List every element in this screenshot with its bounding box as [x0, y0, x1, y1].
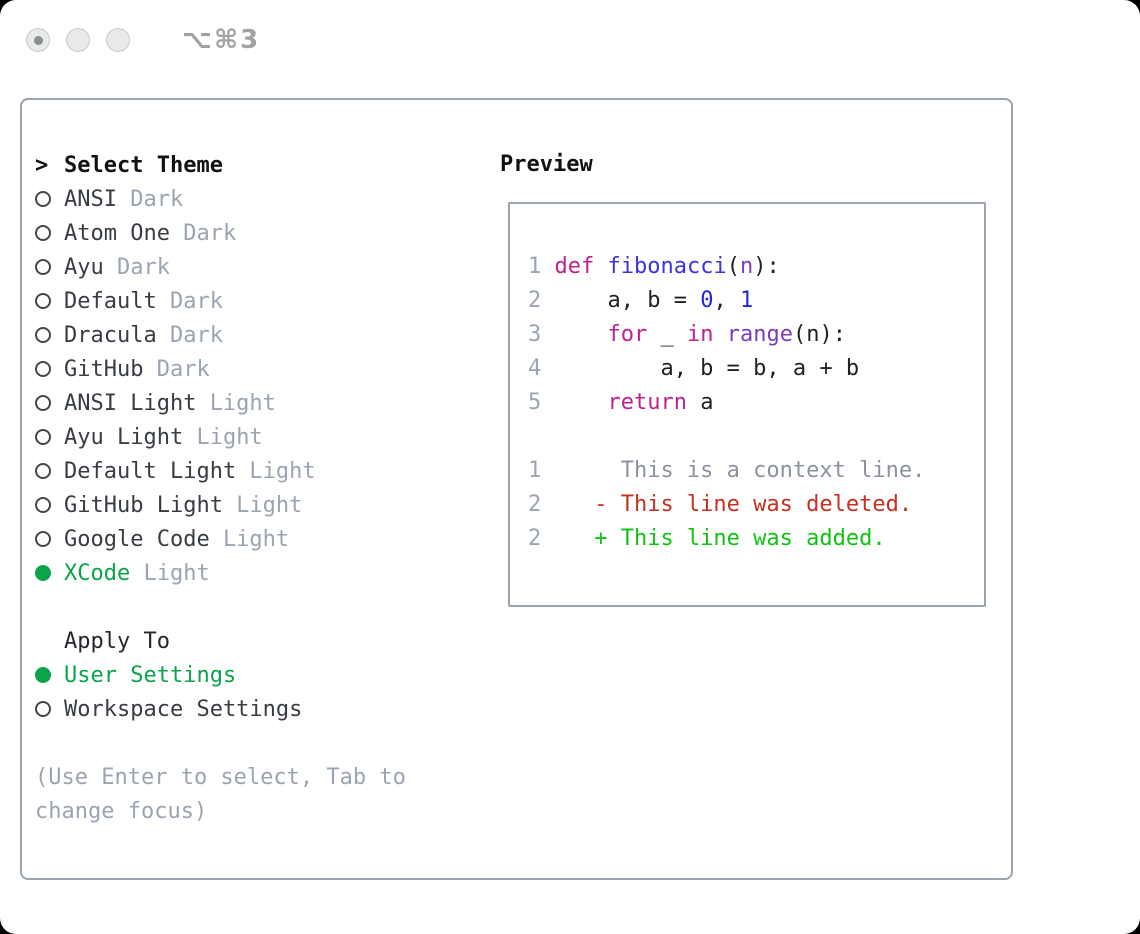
theme-option-ansi-light[interactable] — [35, 386, 406, 420]
theme-name: GitHub Light — [64, 492, 223, 518]
line-number: 4 — [528, 356, 542, 381]
theme-name: ANSI Light — [64, 390, 197, 416]
keyboard-shortcut-label: ⌥⌘3 — [182, 25, 261, 55]
theme-name: Default Light — [64, 458, 237, 484]
radio-icon — [35, 497, 64, 513]
radio-icon — [35, 531, 64, 547]
line-number: 2 — [528, 492, 542, 517]
line-number: 2 — [528, 526, 542, 551]
prompt-chevron-icon: > — [35, 152, 49, 178]
theme-option-default[interactable] — [35, 284, 406, 318]
theme-variant-badge: Dark — [169, 322, 223, 348]
apply-option-user-settings[interactable] — [35, 658, 406, 692]
select-theme-title: Select Theme — [64, 152, 223, 178]
code-line — [528, 420, 984, 454]
theme-name: Atom One — [64, 220, 170, 246]
line-number: 1 — [528, 254, 542, 279]
radio-unselected-icon — [35, 259, 51, 275]
radio-unselected-icon — [35, 361, 51, 377]
apply-option-workspace-settings[interactable] — [35, 692, 406, 726]
theme-option-ayu-light[interactable] — [35, 420, 406, 454]
theme-variant-badge: Light — [196, 424, 263, 450]
traffic-light-dot-icon — [34, 36, 43, 45]
code-token: 1 — [739, 288, 754, 313]
radio-selected-icon — [35, 565, 51, 581]
code-line — [528, 352, 984, 386]
line-number: 2 — [528, 288, 542, 313]
apply-option-label: Workspace Settings — [64, 696, 303, 722]
titlebar — [26, 25, 260, 55]
apply-option-label: User Settings — [64, 662, 237, 688]
line-number: 3 — [528, 322, 542, 347]
radio-icon — [35, 259, 64, 275]
theme-list — [35, 182, 406, 590]
spacer — [35, 590, 406, 624]
theme-variant-badge: Light — [209, 390, 276, 416]
code-line — [528, 386, 984, 420]
theme-option-atom-one[interactable] — [35, 216, 406, 250]
code-preview — [510, 204, 984, 556]
theme-column — [35, 148, 406, 828]
code-token: , — [713, 288, 740, 313]
apply-to-list — [35, 658, 406, 726]
code-line — [528, 454, 984, 488]
code-token: a, b = b, a + b — [554, 356, 860, 381]
radio-unselected-icon — [35, 191, 51, 207]
theme-variant-badge: Light — [222, 526, 290, 552]
apply-to-title: Apply To — [64, 628, 170, 654]
hint-line-1: (Use Enter to select, Tab to — [35, 764, 406, 790]
theme-name: XCode — [64, 560, 131, 586]
code-token — [594, 254, 607, 279]
theme-variant-badge: Light — [249, 458, 316, 484]
code-line — [528, 284, 984, 318]
theme-option-ansi[interactable] — [35, 182, 406, 216]
code-token: def — [554, 254, 595, 279]
code-token: _ — [647, 322, 687, 347]
radio-unselected-icon — [35, 463, 51, 479]
code-token: ( — [726, 254, 740, 279]
radio-unselected-icon — [35, 429, 51, 445]
theme-variant-badge: Light — [236, 492, 303, 518]
code-token: ): — [753, 254, 780, 279]
radio-unselected-icon — [35, 293, 51, 309]
radio-icon — [35, 667, 64, 683]
theme-option-xcode[interactable] — [35, 556, 406, 590]
theme-variant-badge: Dark — [183, 220, 237, 246]
theme-variant-badge: Light — [143, 560, 210, 586]
code-token: - This line was deleted. — [554, 492, 913, 517]
radio-icon — [35, 293, 64, 309]
code-line — [528, 522, 984, 556]
code-token: This is a context line. — [554, 458, 926, 483]
radio-icon — [35, 463, 64, 479]
preview-box — [508, 202, 986, 607]
theme-option-google-code[interactable] — [35, 522, 406, 556]
theme-option-github-light[interactable] — [35, 488, 406, 522]
radio-unselected-icon — [35, 531, 51, 547]
theme-name: Ayu Light — [64, 424, 184, 450]
code-token: a — [686, 390, 714, 415]
radio-unselected-icon — [35, 327, 51, 343]
theme-option-default-light[interactable] — [35, 454, 406, 488]
line-number: 5 — [528, 390, 542, 415]
traffic-light-close[interactable] — [26, 28, 50, 52]
code-token: range — [726, 322, 793, 347]
code-token: in — [686, 322, 714, 347]
radio-icon — [35, 225, 64, 241]
radio-unselected-icon — [35, 701, 51, 717]
theme-variant-badge: Dark — [116, 254, 170, 280]
theme-name: Google Code — [64, 526, 210, 552]
traffic-light-zoom[interactable] — [106, 28, 130, 52]
code-token: (n): — [792, 322, 846, 347]
theme-variant-badge: Dark — [156, 356, 210, 382]
select-theme-header-row — [35, 148, 406, 182]
radio-icon — [35, 361, 64, 377]
theme-variant-badge: Dark — [169, 288, 223, 314]
radio-unselected-icon — [35, 395, 51, 411]
radio-icon — [35, 395, 64, 411]
theme-variant-badge: Dark — [130, 186, 184, 212]
apply-to-header-row — [35, 624, 406, 658]
theme-option-dracula[interactable] — [35, 318, 406, 352]
code-token: fibonacci — [607, 254, 727, 279]
code-line — [528, 318, 984, 352]
theme-option-ayu[interactable] — [35, 250, 406, 284]
radio-unselected-icon — [35, 497, 51, 513]
theme-name: GitHub — [64, 356, 144, 382]
radio-icon — [35, 191, 64, 207]
code-line — [528, 250, 984, 284]
code-token: n — [739, 254, 754, 279]
theme-name: Default — [64, 288, 157, 314]
code-token: + This line was added. — [554, 526, 886, 551]
code-token — [554, 322, 607, 347]
theme-picker-panel — [20, 98, 1013, 880]
theme-name: Dracula — [64, 322, 157, 348]
radio-unselected-icon — [35, 225, 51, 241]
hint-line-2: change focus) — [35, 798, 208, 824]
spacer — [35, 726, 406, 760]
radio-icon — [35, 701, 64, 717]
radio-icon — [35, 327, 64, 343]
code-line — [528, 488, 984, 522]
radio-selected-icon — [35, 667, 51, 683]
code-token — [713, 322, 726, 347]
preview-title: Preview — [500, 152, 593, 177]
theme-name: Ayu — [64, 254, 104, 280]
line-number: 1 — [528, 458, 542, 483]
radio-icon — [35, 429, 64, 445]
code-token — [554, 390, 607, 415]
code-token: 0 — [700, 288, 714, 313]
radio-icon — [35, 565, 64, 581]
theme-option-github[interactable] — [35, 352, 406, 386]
code-token: a, b = — [554, 288, 701, 313]
code-token: for — [607, 322, 648, 347]
traffic-light-minimize[interactable] — [66, 28, 90, 52]
theme-name: ANSI — [64, 186, 117, 212]
code-token: return — [607, 390, 687, 415]
